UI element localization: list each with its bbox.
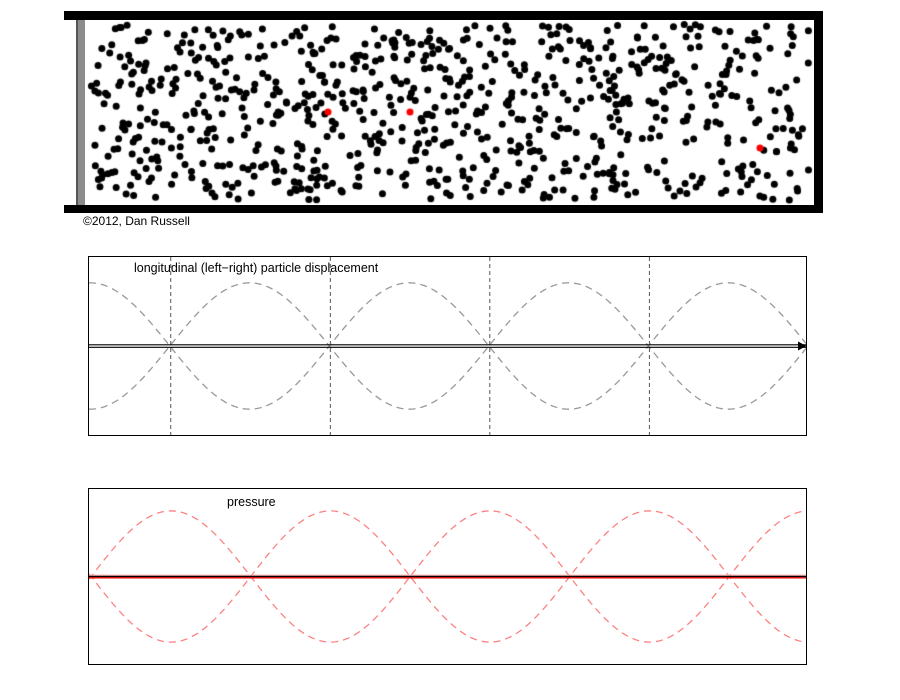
wall-top [64, 11, 823, 20]
particles-canvas [85, 20, 814, 205]
displacement-title: longitudinal (left−right) particle displacement [134, 261, 379, 275]
simulation-box [64, 11, 823, 213]
displacement-plot [89, 257, 806, 435]
pressure-plot [89, 489, 806, 664]
wall-bottom [64, 205, 823, 213]
copyright-caption: ©2012, Dan Russell [83, 214, 190, 228]
pressure-title: pressure [227, 495, 276, 509]
displacement-panel [88, 256, 807, 436]
wall-right [814, 11, 823, 213]
piston-bar [76, 20, 85, 205]
pressure-panel [88, 488, 807, 665]
